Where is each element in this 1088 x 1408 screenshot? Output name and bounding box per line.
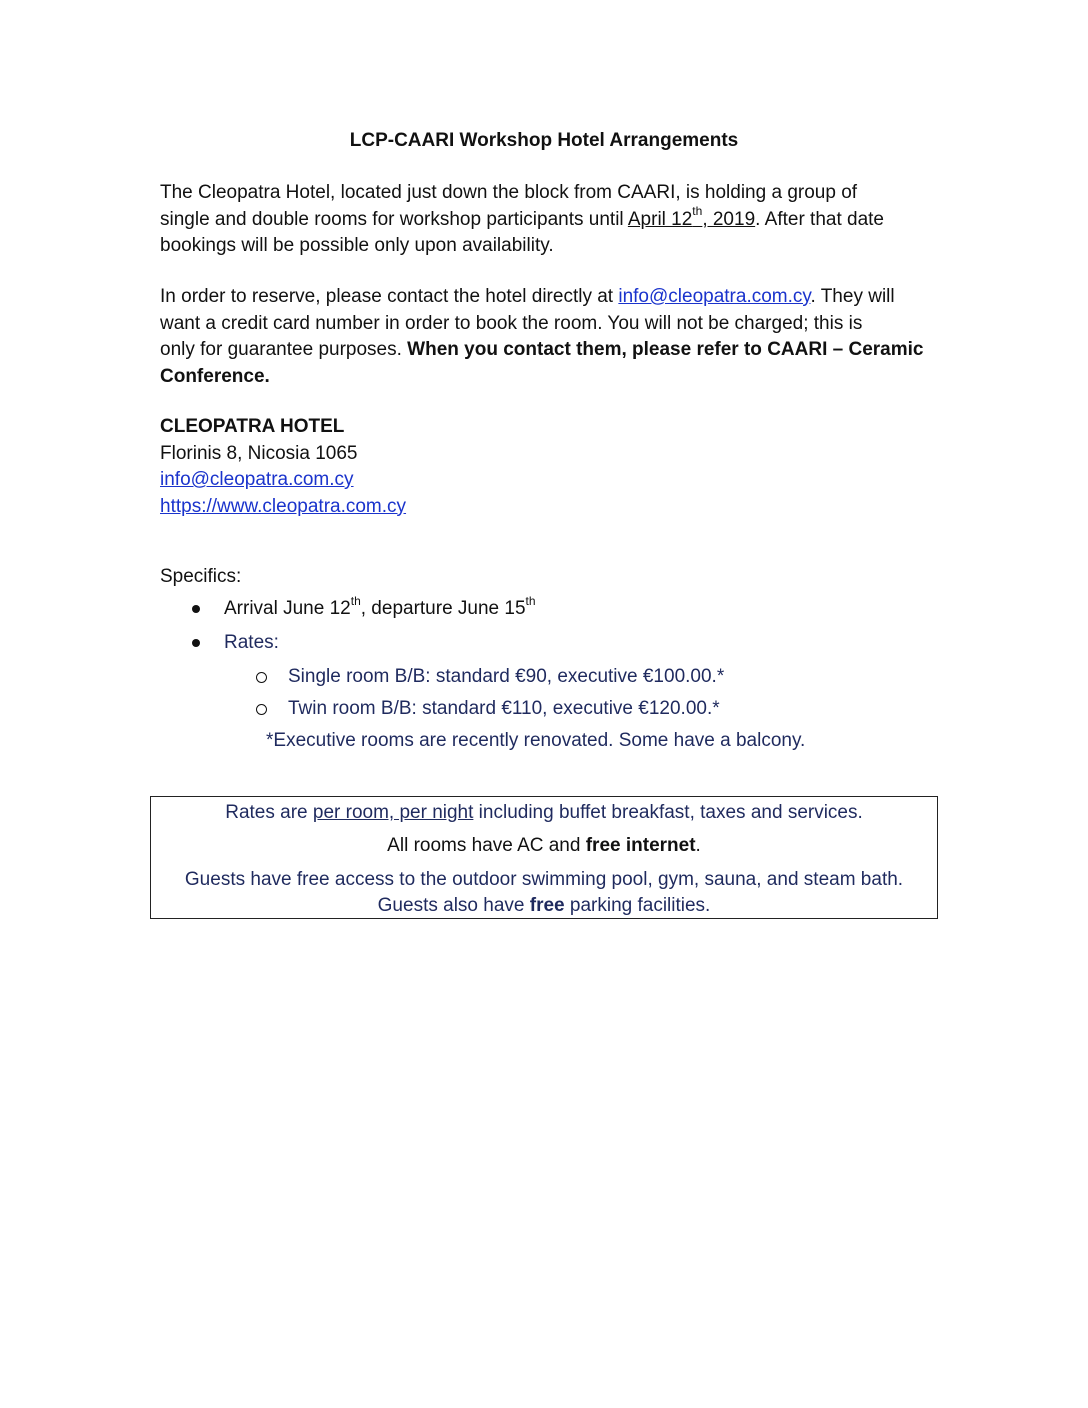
intro-paragraph — [160, 180, 950, 260]
intro-line-2 — [160, 204, 950, 234]
bullet-icon — [192, 605, 200, 613]
intro-line-2-text: single and double rooms for workshop participants until — [160, 208, 628, 230]
intro-line-2-end: . After that date — [755, 208, 885, 230]
reference-instruction: When you contact them, please refer to CAARI – Ceramic — [407, 339, 924, 360]
hold-until-date: April 12th, 2019 — [627, 204, 756, 230]
bullet-icon — [192, 639, 200, 647]
intro-line-3: bookings will be possible only upon availability. — [160, 235, 554, 256]
reserve-line-1: In order to reserve, please contact the hotel directly at info@cleopatra.com.cy. They will — [160, 286, 895, 307]
hotel-name: CLEOPATRA HOTEL — [160, 416, 345, 437]
box-line-3: Guests have free access to the outdoor swimming pool, gym, sauna, and steam bath. — [184, 869, 904, 890]
list-item — [192, 593, 952, 630]
document-title: LCP-CAARI Workshop Hotel Arrangements — [349, 130, 739, 151]
hotel-email-link[interactable]: info@cleopatra.com.cy — [160, 469, 354, 490]
reserve-line-4: Conference. — [160, 365, 270, 387]
intro-line-1: The Cleopatra Hotel, located just down the block from CAARI, is holding a group of — [160, 182, 858, 203]
hotel-contact-block — [160, 414, 950, 520]
box-line-4: Guests also have free parking facilities. — [377, 895, 711, 916]
list-item — [192, 630, 952, 664]
arrival-departure-text: Arrival June 12th, departure June 15th — [224, 593, 536, 619]
reserve-paragraph — [160, 284, 950, 390]
hotel-address: Florinis 8, Nicosia 1065 — [160, 442, 358, 464]
circle-bullet-icon — [256, 704, 267, 715]
twin-room-rate: Twin room B/B: standard €110, executive €120.00.* — [288, 698, 720, 719]
rates-info-box — [150, 796, 938, 919]
reserve-line-2: want a credit card number in order to book the room. You will not be charged; this is — [160, 312, 863, 334]
list-item — [192, 696, 952, 728]
hotel-website-link[interactable]: https://www.cleopatra.com.cy — [160, 495, 407, 517]
box-line-1: Rates are per room, per night including buffet breakfast, taxes and services. — [225, 802, 863, 823]
specifics-list — [192, 593, 952, 758]
circle-bullet-icon — [256, 672, 267, 683]
executive-room-note: *Executive rooms are recently renovated. Some have a balcony. — [266, 730, 806, 751]
reserve-email-link[interactable]: info@cleopatra.com.cy — [618, 286, 811, 307]
box-line-2: All rooms have AC and free internet. — [387, 835, 701, 856]
reserve-line-3: only for guarantee purposes. When you contact them, please refer to CAARI – Ceramic — [160, 339, 924, 360]
single-room-rate: Single room B/B: standard €90, executive €100.00.* — [288, 666, 725, 687]
rates-label: Rates: — [224, 632, 279, 653]
list-item — [192, 664, 952, 696]
specifics-heading: Specifics: — [160, 566, 242, 587]
